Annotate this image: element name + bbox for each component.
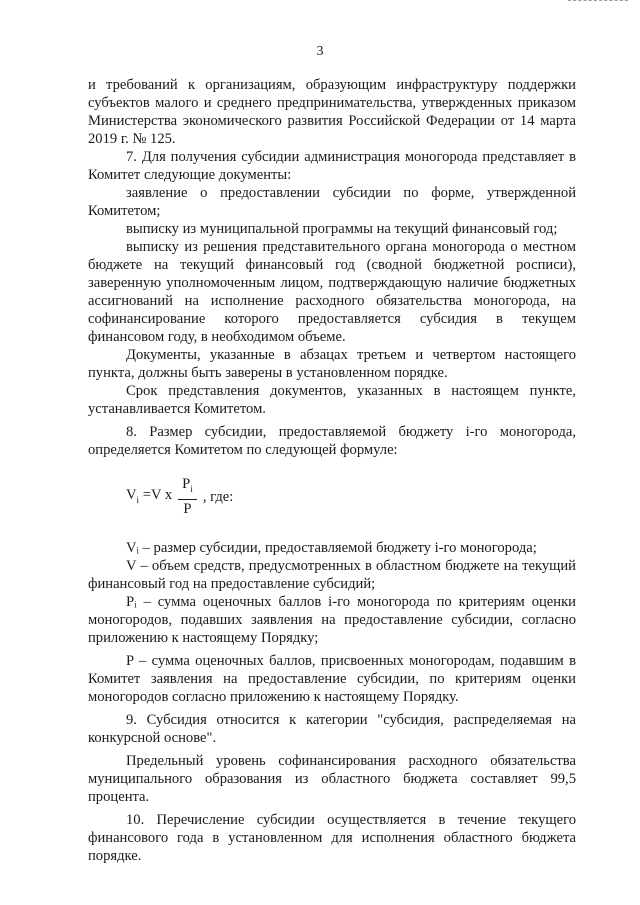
formula-denominator: P	[183, 500, 192, 517]
document-body	[88, 76, 576, 865]
page-number: 3	[316, 44, 324, 59]
paragraph-budget-extract: выписку из решения представительного органа моногорода о местном бюджете на текущий финансовый год (сводной бюджетной росписи), заверенную уполномоченным лицом, подтверждающую наличие бюджетных ассигнований на исполнение расходного обязательства моногорода, на софинансирование которого предоставляется субсидия в текущем финансовом году, в необходимом объеме.	[88, 239, 576, 345]
paragraph-item-9: 9. Субсидия относится к категории "субсидия, распределяемая на конкурсной основе".	[88, 712, 576, 746]
paragraph-certification: Документы, указанные в абзацах третьем и четвертом настоящего пункта, должны быть заверены в установленном порядке.	[88, 347, 576, 381]
subsidy-formula	[126, 475, 576, 519]
paragraph-requirements-end: и требований к организациям, образующим инфраструктуру поддержки субъектов малого и среднего предпринимательства, утвержденных приказом Министерства экономического развития Российской Федерации от 14 марта 2019 г. № 125.	[88, 77, 576, 147]
definition-p: P – сумма оценочных баллов, присвоенных моногородам, подавшим в Комитет заявления на предоставление субсидии, по критериям оценки моногородов согласно приложению к настоящему Порядку.	[88, 653, 576, 705]
paragraph-deadline: Срок представления документов, указанных в настоящем пункте, устанавливается Комитетом.	[88, 383, 576, 417]
paragraph-application: заявление о предоставлении субсидии по форме, утвержденной Комитетом;	[88, 185, 576, 219]
paragraph-cofinancing-limit: Предельный уровень софинансирования расходного обязательства муниципального образования из областного бюджета составляет 99,5 процента.	[88, 753, 576, 805]
formula-fraction	[178, 476, 197, 518]
paragraph-program-extract: выписку из муниципальной программы на текущий финансовый год;	[126, 221, 558, 237]
definition-vi: Vᵢ – размер субсидии, предоставляемой бюджету i-го моногорода;	[126, 540, 537, 556]
formula-lhs: $V_i =V$ x	[126, 486, 173, 505]
formula-tail: , где:	[202, 489, 234, 505]
paragraph-item-10: 10. Перечисление субсидии осуществляется в течение текущего финансового года в установленном для исполнения областного бюджета порядке.	[88, 812, 576, 864]
definition-v: V – объем средств, предусмотренных в областном бюджете на текущий финансовый год на предоставление субсидий;	[88, 558, 576, 592]
definition-pi: Pᵢ – сумма оценочных баллов i-го моногорода по критериям оценки моногородов, подавших заявления на предоставление субсидии, согласно приложению к настоящему Порядку;	[88, 594, 576, 646]
paragraph-item-8: 8. Размер субсидии, предоставляемой бюджету i-го моногорода, определяется Комитетом по следующей формуле:	[88, 424, 576, 458]
scan-corner-mark	[568, 0, 628, 4]
paragraph-item-7: 7. Для получения субсидии администрация моногорода представляет в Комитет следующие документы:	[88, 149, 576, 183]
formula-numerator: $P_i$	[178, 476, 197, 500]
